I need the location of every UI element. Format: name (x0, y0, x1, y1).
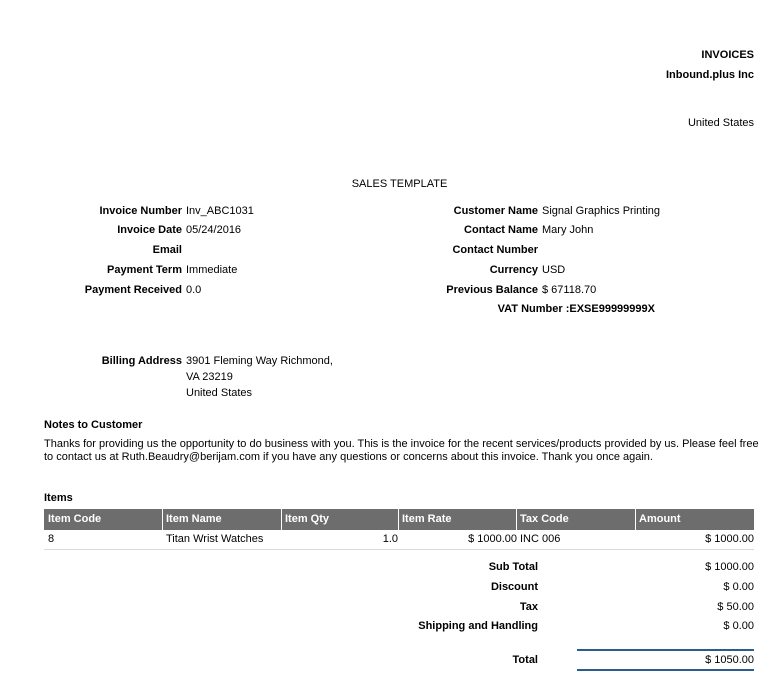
billing-address-line3: United States (186, 387, 253, 399)
column-header-amount: Amount (639, 513, 681, 525)
billing-address-line1: 3901 Fleming Way Richmond, (186, 355, 333, 367)
customer-name-value: Signal Graphics Printing (542, 205, 661, 217)
invoice-date-label: Invoice Date (117, 224, 182, 236)
document-title: SALES TEMPLATE (351, 178, 448, 190)
invoice-number-value: Inv_ABC1031 (186, 205, 254, 217)
row-item-rate: $ 1000.00 (468, 533, 517, 545)
payment-received-label: Payment Received (84, 284, 182, 296)
payment-received-value: 0.0 (186, 284, 202, 296)
column-header-item-name: Item Name (166, 513, 222, 525)
contact-name-value: Mary John (542, 224, 594, 236)
billing-address-line2: VA 23219 (186, 371, 233, 383)
vat-number: VAT Number :EXSE99999999X (497, 303, 655, 315)
billing-address-label: Billing Address (101, 355, 182, 367)
row-tax-code: INC 006 (520, 533, 561, 545)
currency-label: Currency (489, 264, 538, 276)
notes-text: Thanks for providing us the opportunity to do business with you. This is the invoice for the recent services/products provided by us. Please feel free to contact us at Ruth.Beaudry@berijam.com if you have any questions or concerns about this invoice. Thank you once again. (44, 438, 759, 463)
payment-term-value: Immediate (186, 264, 238, 276)
row-divider (44, 549, 754, 550)
column-header-tax-code: Tax Code (520, 513, 569, 525)
notes-heading: Notes to Customer (44, 419, 143, 431)
invoice-number-label: Invoice Number (99, 205, 182, 217)
column-header-item-rate: Item Rate (402, 513, 452, 525)
contact-name-label: Contact Name (464, 224, 538, 236)
currency-value: USD (542, 264, 566, 276)
row-item-code: 8 (48, 533, 55, 545)
sub-total-label: Sub Total (488, 561, 538, 573)
discount-label: Discount (490, 581, 538, 593)
total-bottom-rule (577, 669, 754, 671)
total-value: $ 1050.00 (705, 654, 754, 666)
items-heading: Items (44, 492, 73, 504)
invoice-header-title: INVOICES (701, 49, 754, 61)
tax-value: $ 50.00 (717, 601, 754, 613)
total-label: Total (512, 654, 538, 666)
previous-balance-value: $ 67118.70 (542, 284, 597, 296)
items-table-header (44, 509, 754, 530)
row-item-qty: 1.0 (382, 533, 398, 545)
discount-value: $ 0.00 (723, 581, 754, 593)
shipping-value: $ 0.00 (723, 620, 754, 632)
company-name: Inbound.plus Inc (666, 69, 754, 81)
previous-balance-label: Previous Balance (446, 284, 538, 296)
tax-label: Tax (519, 601, 538, 613)
contact-number-label: Contact Number (452, 244, 538, 256)
customer-name-label: Customer Name (453, 205, 538, 217)
column-header-item-code: Item Code (48, 513, 102, 525)
email-label: Email (152, 244, 182, 256)
total-top-rule (577, 649, 754, 651)
row-amount: $ 1000.00 (705, 533, 754, 545)
column-header-item-qty: Item Qty (285, 513, 330, 525)
invoice-date-value: 05/24/2016 (186, 224, 242, 236)
payment-term-label: Payment Term (107, 264, 182, 276)
sub-total-value: $ 1000.00 (705, 561, 754, 573)
row-item-name: Titan Wrist Watches (166, 533, 264, 545)
company-country: United States (687, 117, 754, 129)
shipping-label: Shipping and Handling (418, 620, 538, 632)
